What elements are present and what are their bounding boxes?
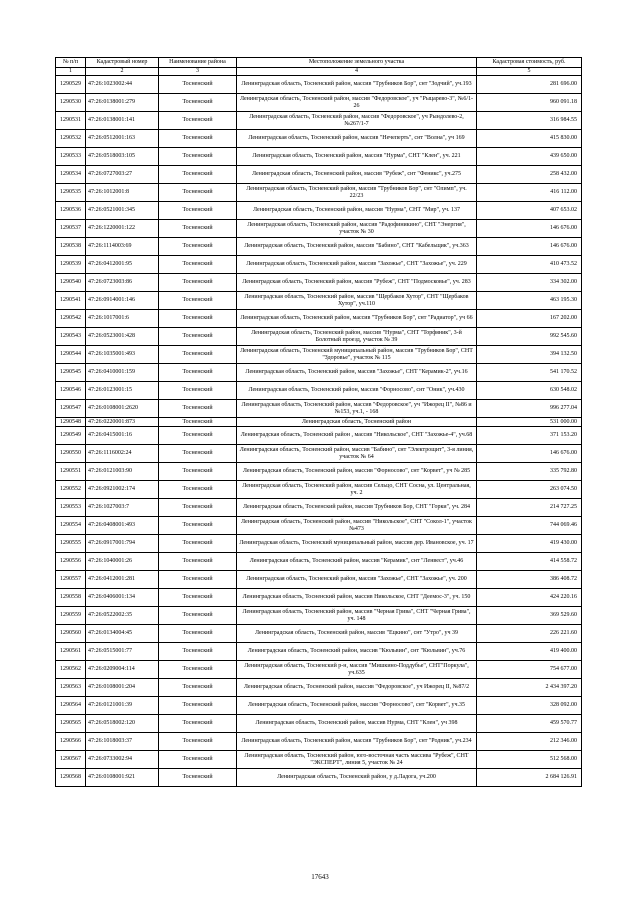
row-index: 1290564 [56, 697, 86, 715]
cadastral-value: 992 545.60 [477, 328, 582, 346]
land-location: Ленинградская область, Тосненский район [237, 418, 477, 427]
cadastral-number: 47:26:1220001:122 [86, 220, 159, 238]
table-row [56, 130, 582, 148]
district-name: Тосненский [159, 481, 237, 499]
cadastral-number: 47:26:0138001:141 [86, 112, 159, 130]
district-name: Тосненский [159, 148, 237, 166]
land-location: Ленинградская область, Тосненский район, массив "Захожье", СНТ "Захожье", уч. 200 [237, 571, 477, 589]
cadastral-number: 47:26:1027003:7 [86, 499, 159, 517]
table-row [56, 94, 582, 112]
row-index: 1290537 [56, 220, 86, 238]
header-location: Местоположение земельного участка [237, 58, 477, 68]
row-index: 1290545 [56, 364, 86, 382]
column-number: 3 [159, 68, 237, 76]
cadastral-number: 47:26:0412001:95 [86, 256, 159, 274]
land-location: Ленинградская область, Тосненский район, массив Сельцо, СНТ Сосна, ул. Центральная, уч. 2 [237, 481, 477, 499]
cadastral-value: 146 676.00 [477, 238, 582, 256]
table-row [56, 589, 582, 607]
cadastral-value: 258 432.00 [477, 166, 582, 184]
district-name: Тосненский [159, 382, 237, 400]
row-index: 1290544 [56, 346, 86, 364]
cadastral-value: 328 092.00 [477, 697, 582, 715]
cadastral-value: 226 221.60 [477, 625, 582, 643]
cadastral-value: 459 570.77 [477, 715, 582, 733]
row-index: 1290530 [56, 94, 86, 112]
cadastral-value: 407 653.02 [477, 202, 582, 220]
row-index: 1290551 [56, 463, 86, 481]
land-location: Ленинградская область, Тосненский район, массив "Трубников Бор", снт "Радиатор", уч 66 [237, 310, 477, 328]
land-location: Ленинградская область, Тосненский район, массив "Рубеж", СНТ "Подмосковье", уч. 283 [237, 274, 477, 292]
column-number: 4 [237, 68, 477, 76]
cadastral-number: 47:26:0723003:86 [86, 274, 159, 292]
cadastral-value: 416 112.00 [477, 184, 582, 202]
table-row [56, 481, 582, 499]
table-row [56, 310, 582, 328]
land-location: Ленинградская область, Тосненский район, массив "Нурма", СНТ "Клен", уч. 221 [237, 148, 477, 166]
table-row [56, 292, 582, 310]
district-name: Тосненский [159, 256, 237, 274]
cadastral-number: 47:26:0727003:27 [86, 166, 159, 184]
cadastral-number: 47:26:0108001:2620 [86, 400, 159, 418]
cadastral-value: 419 430.00 [477, 535, 582, 553]
row-index: 1290560 [56, 625, 86, 643]
cadastral-value: 146 676.00 [477, 445, 582, 463]
district-name: Тосненский [159, 94, 237, 112]
district-name: Тосненский [159, 751, 237, 769]
cadastral-number: 47:26:0512001:163 [86, 130, 159, 148]
cadastral-value: 463 195.30 [477, 292, 582, 310]
land-location: Ленинградская область, Тосненский район, массив "Радофиникино", СНТ "Энергия", участок № 30 [237, 220, 477, 238]
table-row [56, 148, 582, 166]
row-index: 1290539 [56, 256, 86, 274]
table-row [56, 400, 582, 418]
cadastral-value: 2 684 126.91 [477, 769, 582, 787]
table-row [56, 535, 582, 553]
land-location: Ленинградская область, Тосненский район, массив "Федоровское", уч "Рыцарево-3", №6/1-26 [237, 94, 477, 112]
table-row [56, 382, 582, 400]
district-name: Тосненский [159, 499, 237, 517]
cadastral-number: 47:26:0518003:105 [86, 148, 159, 166]
land-location: Ленинградская область, Тосненский район , массив "Никольское", СНТ "Захожье-4", уч.68 [237, 427, 477, 445]
cadastral-value: 744 069.46 [477, 517, 582, 535]
table-row [56, 427, 582, 445]
cadastral-value: 541 170.52 [477, 364, 582, 382]
cadastral-value: 146 676.00 [477, 220, 582, 238]
cadastral-number: 47:26:0408001:493 [86, 517, 159, 535]
table-row [56, 625, 582, 643]
row-index: 1290552 [56, 481, 86, 499]
table-row [56, 364, 582, 382]
district-name: Тосненский [159, 589, 237, 607]
land-location: Ленинградская область, Тосненский район, массив "Рубеж", снт "Феникс", уч.275 [237, 166, 477, 184]
row-index: 1290540 [56, 274, 86, 292]
cadastral-value: 531 000.00 [477, 418, 582, 427]
district-name: Тосненский [159, 769, 237, 787]
cadastral-number: 47:26:1012001:8 [86, 184, 159, 202]
land-location: Ленинградская область, Тосненский район, массив "Черная Грива", СНТ "Черная Грива", уч. 148 [237, 607, 477, 625]
cadastral-number: 47:26:0108001:921 [86, 769, 159, 787]
table-row [56, 715, 582, 733]
column-number: 1 [56, 68, 86, 76]
table-row [56, 553, 582, 571]
cadastral-value-table-page [55, 57, 581, 787]
land-location: Ленинградская область, Тосненский район, массив "Федоровское", уч Ижорец II, №87/2 [237, 679, 477, 697]
cadastral-value: 630 548.02 [477, 382, 582, 400]
header-cadastral-number: Кадастровый номер [86, 58, 159, 68]
land-location: Ленинградская область, Тосненский район, массив "Трубников Бор", снт "Зодчий", уч.193 [237, 76, 477, 94]
land-location: Ленинградская область, Тосненский район, массив Никольское, СНТ "Деемос-3", уч. 150 [237, 589, 477, 607]
cadastral-value: 2 434 397.20 [477, 679, 582, 697]
land-location: Ленинградская область, Тосненский район, массив "Ецкино", снт "Утро", уч 39 [237, 625, 477, 643]
cadastral-number: 47:26:0121003:90 [86, 463, 159, 481]
cadastral-number: 47:26:0108001:204 [86, 679, 159, 697]
row-index: 1290535 [56, 184, 86, 202]
land-location: Ленинградская область, Тосненский район, у д.Ладога, уч.200 [237, 769, 477, 787]
cadastral-value: 414 558.72 [477, 553, 582, 571]
row-index: 1290536 [56, 202, 86, 220]
cadastral-number: 47:26:1040001:26 [86, 553, 159, 571]
district-name: Тосненский [159, 679, 237, 697]
district-name: Тосненский [159, 130, 237, 148]
header-row [56, 58, 582, 68]
row-index: 1290554 [56, 517, 86, 535]
land-location: Ленинградская область, Тосненский район, массив "Керамик", снт "Ленвест", уч.46 [237, 553, 477, 571]
row-index: 1290566 [56, 733, 86, 751]
land-location: Ленинградская область, Тосненский район, массив Нурма, СНТ "Клен", уч 398 [237, 715, 477, 733]
row-index: 1290565 [56, 715, 86, 733]
cadastral-number: 47:26:0123001:15 [86, 382, 159, 400]
cadastral-number: 47:26:0138001:279 [86, 94, 159, 112]
row-index: 1290558 [56, 589, 86, 607]
cadastral-value: 754 677.00 [477, 661, 582, 679]
district-name: Тосненский [159, 292, 237, 310]
land-location: Ленинградская область, Тосненский район, массив "Щербаков Хутор", СНТ "Щербаков Хутор", уч.110 [237, 292, 477, 310]
row-index: 1290561 [56, 643, 86, 661]
table-row [56, 328, 582, 346]
table-row [56, 274, 582, 292]
land-location: Ленинградская область, Тосненский район, юго-восточная часть массива "Рубеж", СНТ "ЭКСПЕРТ", линия 5, участок № 24 [237, 751, 477, 769]
row-index: 1290568 [56, 769, 86, 787]
header-index: № п/п [56, 58, 86, 68]
header-cadastral-value: Кадастровая стоимость, руб. [477, 58, 582, 68]
table-row [56, 418, 582, 427]
cadastral-number: 47:26:1116002:24 [86, 445, 159, 463]
row-index: 1290533 [56, 148, 86, 166]
cadastral-value: 386 408.72 [477, 571, 582, 589]
district-name: Тосненский [159, 445, 237, 463]
cadastral-value: 439 650.00 [477, 148, 582, 166]
district-name: Тосненский [159, 427, 237, 445]
land-location: Ленинградская область, Тосненский район, массив "Нечеперть", снт "Волна", уч 169 [237, 130, 477, 148]
cadastral-table [55, 57, 582, 787]
cadastral-number: 47:26:0412001:281 [86, 571, 159, 589]
cadastral-value: 263 074.50 [477, 481, 582, 499]
row-index: 1290538 [56, 238, 86, 256]
cadastral-value: 167 202.00 [477, 310, 582, 328]
district-name: Тосненский [159, 553, 237, 571]
table-row [56, 607, 582, 625]
cadastral-number: 47:26:0134004:45 [86, 625, 159, 643]
district-name: Тосненский [159, 715, 237, 733]
row-index: 1290532 [56, 130, 86, 148]
cadastral-number: 47:26:0121001:39 [86, 697, 159, 715]
cadastral-value: 415 830.00 [477, 130, 582, 148]
table-row [56, 661, 582, 679]
row-index: 1290534 [56, 166, 86, 184]
cadastral-number: 47:26:0914001:146 [86, 292, 159, 310]
cadastral-number: 47:26:1017001:6 [86, 310, 159, 328]
district-name: Тосненский [159, 76, 237, 94]
table-row [56, 112, 582, 130]
land-location: Ленинградская область, Тосненский муниципальный район, массив "Трубников Бор", СНТ "Здоровье", участок № 115 [237, 346, 477, 364]
table-row [56, 256, 582, 274]
header-district: Наименование района [159, 58, 237, 68]
table-row [56, 697, 582, 715]
row-index: 1290555 [56, 535, 86, 553]
table-row [56, 733, 582, 751]
land-location: Ленинградская область, Тосненский район, массив "Нурма", СНТ "Мир", уч. 137 [237, 202, 477, 220]
row-index: 1290559 [56, 607, 86, 625]
table-row [56, 643, 582, 661]
land-location: Ленинградская область, Тосненский район, массив "Форносово", снт "Корвет", уч.35 [237, 697, 477, 715]
row-index: 1290543 [56, 328, 86, 346]
cadastral-number: 47:26:1035001:493 [86, 346, 159, 364]
table-row [56, 220, 582, 238]
cadastral-value: 334 302.00 [477, 274, 582, 292]
cadastral-value: 371 153.20 [477, 427, 582, 445]
district-name: Тосненский [159, 238, 237, 256]
land-location: Ленинградская область, Тосненский район, массив "Захожье", СНТ "Захожье", уч. 229 [237, 256, 477, 274]
cadastral-value: 316 984.55 [477, 112, 582, 130]
land-location: Ленинградская область, Тосненский район, массив "Никольское", СНТ "Сокол-1", участок №473 [237, 517, 477, 535]
district-name: Тосненский [159, 463, 237, 481]
cadastral-value: 214 727.25 [477, 499, 582, 517]
row-index: 1290541 [56, 292, 86, 310]
land-location: Ленинградская область, Тосненский район, массив "Трубников Бор", снт "Олимп", уч. 22/23 [237, 184, 477, 202]
row-index: 1290567 [56, 751, 86, 769]
cadastral-number: 47:26:0733002:94 [86, 751, 159, 769]
cadastral-number: 47:26:0220001:873 [86, 418, 159, 427]
district-name: Тосненский [159, 220, 237, 238]
cadastral-value: 281 696.00 [477, 76, 582, 94]
cadastral-value: 394 132.50 [477, 346, 582, 364]
cadastral-value: 335 792.80 [477, 463, 582, 481]
district-name: Тосненский [159, 535, 237, 553]
row-index: 1290542 [56, 310, 86, 328]
cadastral-number: 47:26:0406001:134 [86, 589, 159, 607]
cadastral-value: 424 220.16 [477, 589, 582, 607]
cadastral-value: 996 277.04 [477, 400, 582, 418]
cadastral-number: 47:26:0518002:120 [86, 715, 159, 733]
table-row [56, 184, 582, 202]
table-row [56, 346, 582, 364]
cadastral-value: 960 091.18 [477, 94, 582, 112]
district-name: Тосненский [159, 364, 237, 382]
row-index: 1290550 [56, 445, 86, 463]
table-row [56, 499, 582, 517]
land-location: Ленинградская область, Тосненский муниципальный район, массив дер. Ивановское, уч. 17 [237, 535, 477, 553]
district-name: Тосненский [159, 607, 237, 625]
cadastral-value: 512 568.00 [477, 751, 582, 769]
cadastral-number: 47:26:0523001:428 [86, 328, 159, 346]
district-name: Тосненский [159, 643, 237, 661]
table-row [56, 463, 582, 481]
column-number-row [56, 68, 582, 76]
district-name: Тосненский [159, 346, 237, 364]
land-location: Ленинградская область, Тосненский район, массив "Нурма", СНТ "Торфяник", 3-й Болотный проезд, участок № 39 [237, 328, 477, 346]
row-index: 1290529 [56, 76, 86, 94]
district-name: Тосненский [159, 184, 237, 202]
land-location: Ленинградская область, Тосненский район, массив "Форносово", снт "Оник", уч.430 [237, 382, 477, 400]
district-name: Тосненский [159, 274, 237, 292]
land-location: Ленинградская область, Тосненский район, массив "Захожье", СНТ "Керамик-2", уч.16 [237, 364, 477, 382]
land-location: Ленинградская область, Тосненский район, массив "Кюльвин", снт "Кюльвин", уч.76 [237, 643, 477, 661]
district-name: Тосненский [159, 697, 237, 715]
row-index: 1290531 [56, 112, 86, 130]
table-row [56, 166, 582, 184]
row-index: 1290556 [56, 553, 86, 571]
land-location: Ленинградская область, Тосненский район, массив "Бабино", снт "Электрощит", 3-я линия, участок № 64 [237, 445, 477, 463]
land-location: Ленинградская область, Тосненский район, массив "Федоровское", уч "Ижорец II", №86 и №153, уч.1, - 168 [237, 400, 477, 418]
cadastral-number: 47:26:0410001:159 [86, 364, 159, 382]
cadastral-number: 47:26:0917001:794 [86, 535, 159, 553]
row-index: 1290562 [56, 661, 86, 679]
cadastral-number: 47:26:1018003:37 [86, 733, 159, 751]
row-index: 1290557 [56, 571, 86, 589]
row-index: 1290553 [56, 499, 86, 517]
district-name: Тосненский [159, 310, 237, 328]
district-name: Тосненский [159, 202, 237, 220]
cadastral-value: 212 346.00 [477, 733, 582, 751]
table-row [56, 751, 582, 769]
table-row [56, 76, 582, 94]
row-index: 1290549 [56, 427, 86, 445]
district-name: Тосненский [159, 661, 237, 679]
cadastral-number: 47:26:0521001:345 [86, 202, 159, 220]
cadastral-number: 47:26:1114003:69 [86, 238, 159, 256]
district-name: Тосненский [159, 733, 237, 751]
cadastral-number: 47:26:1023002:44 [86, 76, 159, 94]
land-location: Ленинградская область, Тосненский район, массив "Бабино", СНТ "Кабельщик", уч.363 [237, 238, 477, 256]
table-row [56, 202, 582, 220]
table-row [56, 445, 582, 463]
cadastral-number: 47:26:0415001:16 [86, 427, 159, 445]
district-name: Тосненский [159, 400, 237, 418]
district-name: Тосненский [159, 517, 237, 535]
district-name: Тосненский [159, 625, 237, 643]
table-row [56, 679, 582, 697]
district-name: Тосненский [159, 418, 237, 427]
column-number: 2 [86, 68, 159, 76]
row-index: 1290546 [56, 382, 86, 400]
district-name: Тосненский [159, 571, 237, 589]
table-row [56, 517, 582, 535]
cadastral-number: 47:26:0921002:174 [86, 481, 159, 499]
cadastral-number: 47:26:0209004:114 [86, 661, 159, 679]
land-location: Ленинградская область, Тосненский район, массив Трубников Бор, СНТ "Горки", уч. 284 [237, 499, 477, 517]
land-location: Ленинградская область, Тосненский район, массив "Трубников Бор", снт "Родник", уч.234 [237, 733, 477, 751]
cadastral-number: 47:26:0522002:35 [86, 607, 159, 625]
land-location: Ленинградская область, Тосненский район, массив "Форносово", снт "Корвет", уч № 285 [237, 463, 477, 481]
cadastral-value: 410 473.52 [477, 256, 582, 274]
district-name: Тосненский [159, 166, 237, 184]
cadastral-value: 369 529.60 [477, 607, 582, 625]
row-index: 1290547 [56, 400, 86, 418]
table-row [56, 238, 582, 256]
page-number: 17643 [311, 873, 329, 881]
district-name: Тосненский [159, 112, 237, 130]
table-row [56, 571, 582, 589]
row-index: 1290563 [56, 679, 86, 697]
cadastral-value: 419 400.00 [477, 643, 582, 661]
table-body [56, 76, 582, 787]
land-location: Ленинградская область, Тосненский р-н, массив "Мишкино-Поддубье", СНТ"Поркула", уч.635 [237, 661, 477, 679]
table-row [56, 769, 582, 787]
district-name: Тосненский [159, 328, 237, 346]
land-location: Ленинградская область, Тосненский район, массив "Федоровское", уч Рындолево-2, №267/1-7 [237, 112, 477, 130]
row-index: 1290548 [56, 418, 86, 427]
column-number: 5 [477, 68, 582, 76]
cadastral-number: 47:26:0515001:77 [86, 643, 159, 661]
